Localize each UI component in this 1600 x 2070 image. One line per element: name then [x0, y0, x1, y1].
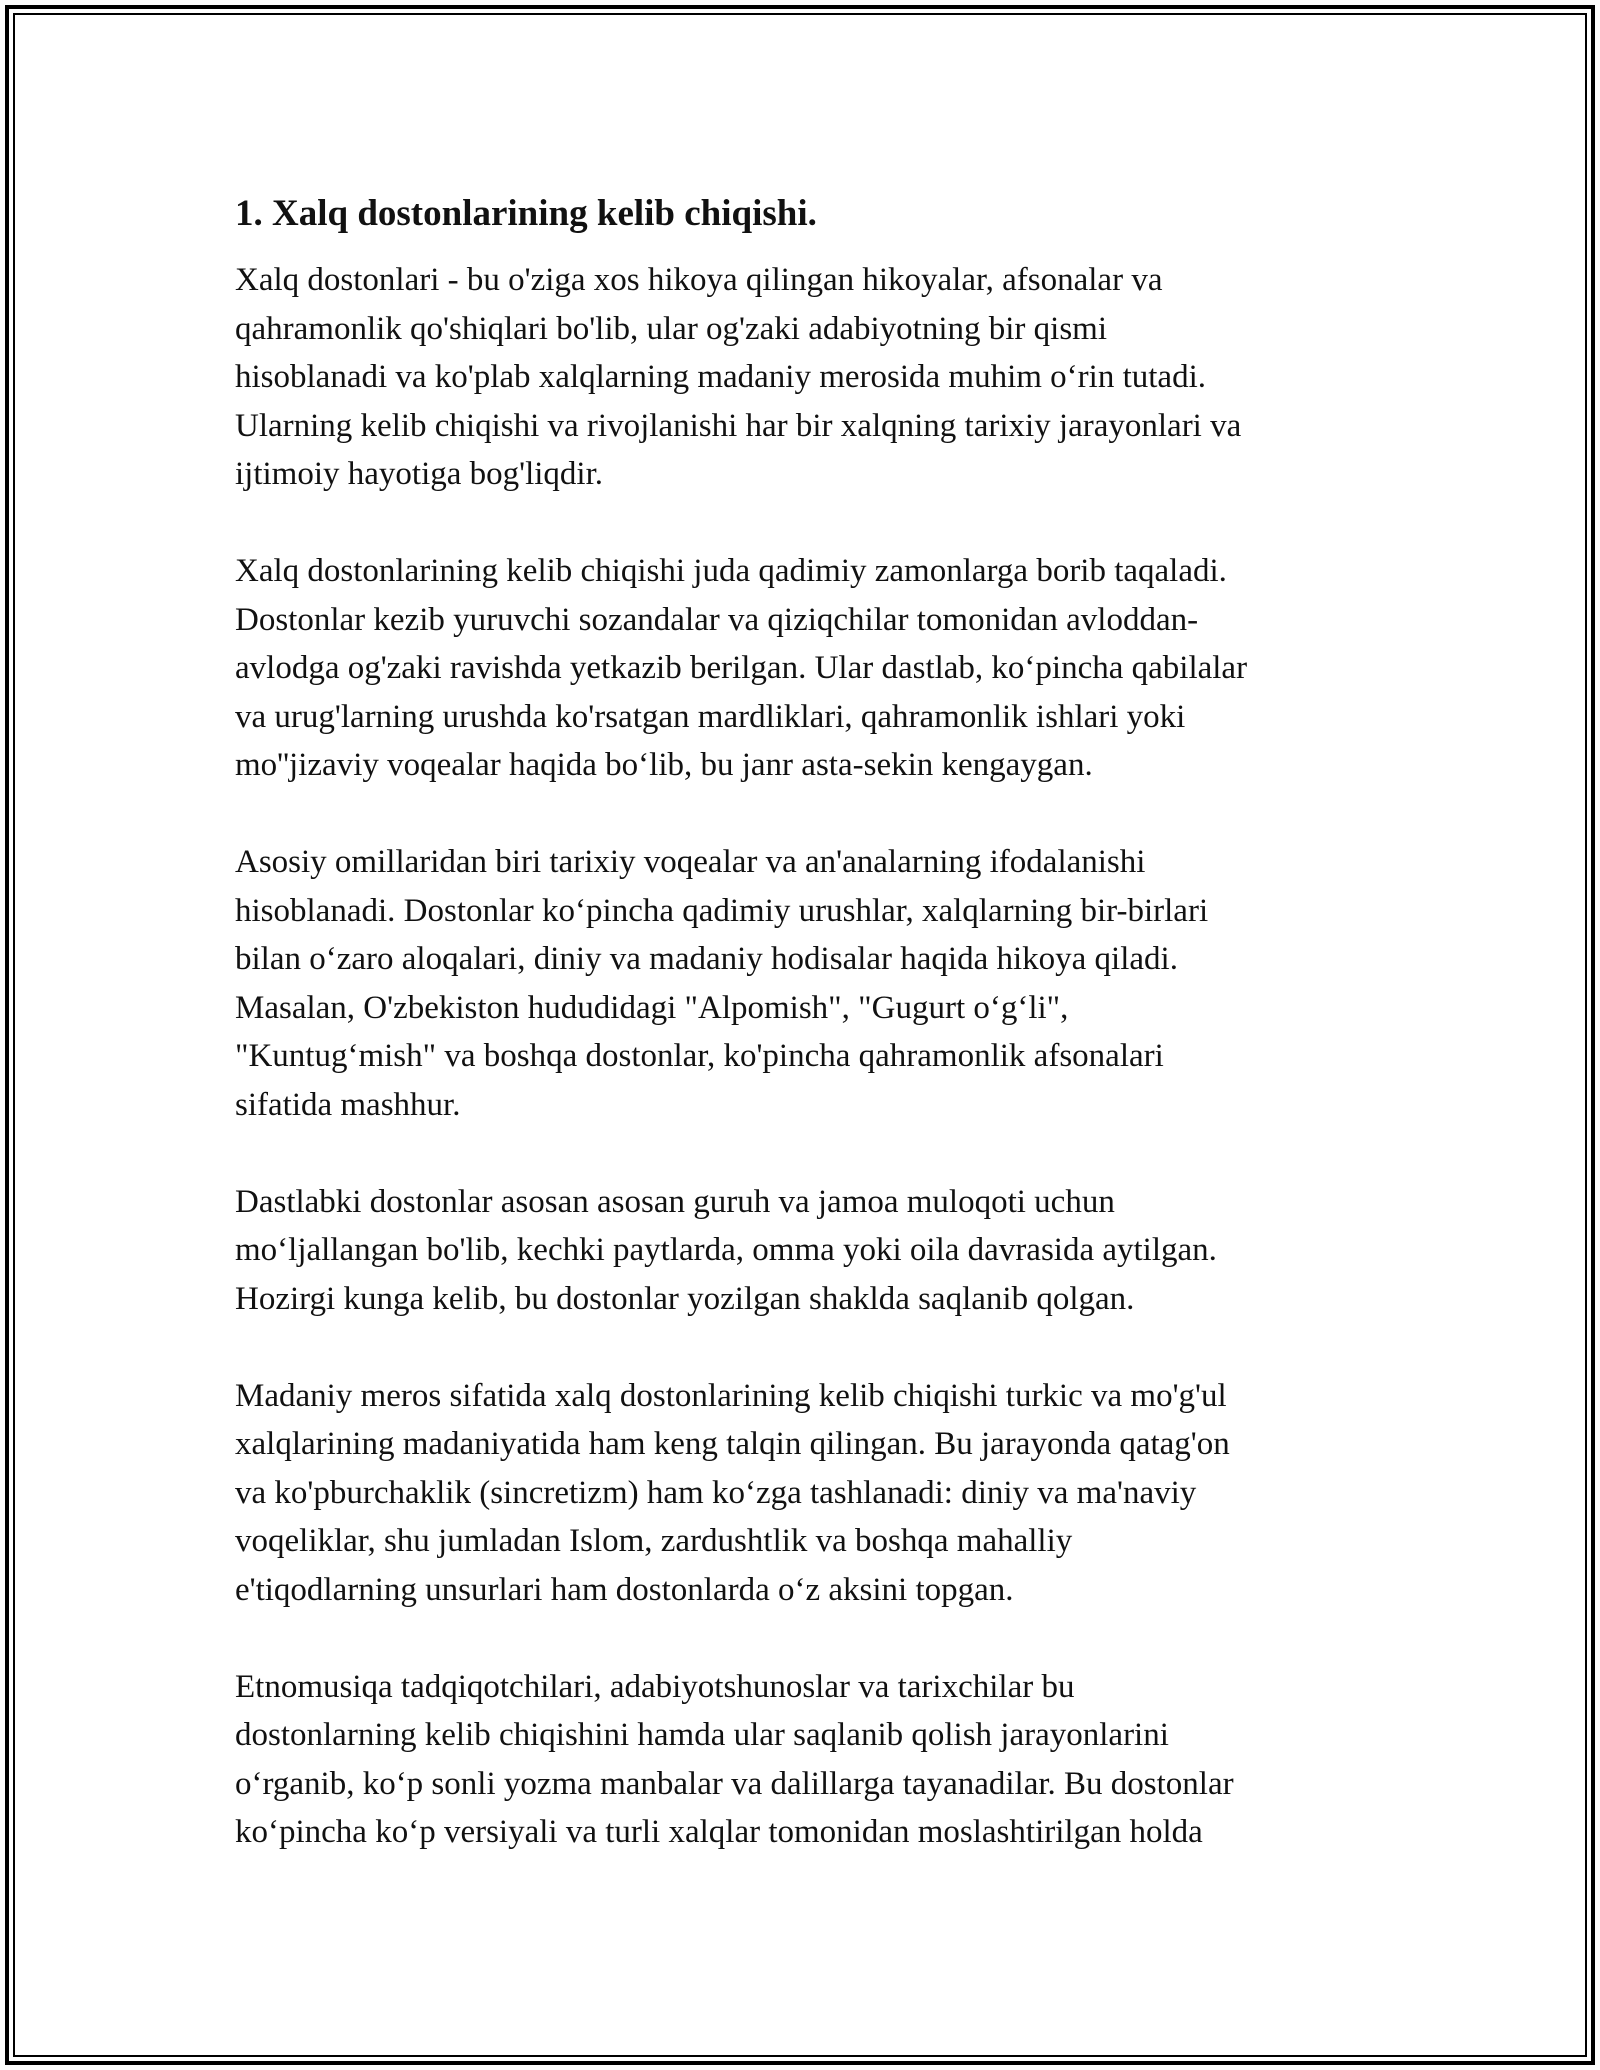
text-line: mo''jizaviy voqealar haqida boʻlib, bu janr asta-sekin kengaygan.	[235, 747, 1093, 783]
text-line: Ularning kelib chiqishi va rivojlanishi har bir xalqning tarixiy jarayonlari va	[235, 407, 1242, 444]
paragraph	[235, 1178, 1375, 1324]
text-line: xalqlarining madaniyatida ham keng talqin qilingan. Bu jarayonda qatag'on	[235, 1426, 1230, 1462]
paragraph	[235, 1372, 1375, 1615]
text-line: ijtimoiy hayotiga bog'liqdir.	[235, 456, 604, 492]
text-line: dostonlarning kelib chiqishini hamda ular saqlanib qolish jarayonlarini	[235, 1717, 1169, 1753]
text-line: oʻrganib, koʻp sonli yozma manbalar va dalillarga tayanadilar. Bu dostonlar	[235, 1765, 1234, 1802]
text-line: Asosiy omillaridan biri tarixiy voqealar va an'analarning ifodalanishi	[235, 844, 1146, 880]
text-line: Hozirgi kunga kelib, bu dostonlar yozilgan shaklda saqlanib qolgan.	[235, 1280, 1135, 1317]
text-line: "Kuntugʻmish" va boshqa dostonlar, ko'pincha qahramonlik afsonalari	[235, 1038, 1164, 1074]
text-line: Xalq dostonlarining kelib chiqishi juda qadimiy zamonlarga borib taqaladi.	[235, 553, 1227, 589]
text-line: qahramonlik qo'shiqlari bo'lib, ular og'zaki adabiyotning bir qismi	[235, 310, 1108, 347]
text-line: va ko'pburchaklik (sincretizm) ham koʻzga tashlanadi: diniy va ma'naviy	[235, 1474, 1197, 1511]
text-line: Dostonlar kezib yuruvchi sozandalar va qiziqchilar tomonidan avloddan-	[235, 601, 1199, 638]
text-line: koʻpincha koʻp versiyali va turli xalqlar tomonidan moslashtirilgan holda	[235, 1814, 1203, 1850]
text-line: Madaniy meros sifatida xalq dostonlarining kelib chiqishi turkic va mo'g'ul	[235, 1377, 1227, 1414]
paragraph	[235, 256, 1375, 499]
text-line: Etnomusiqa tadqiqotchilari, adabiyotshunoslar va tarixchilar bu	[235, 1668, 1075, 1705]
text-line: voqeliklar, shu jumladan Islom, zardushtlik va boshqa mahalliy	[235, 1523, 1073, 1559]
text-line: e'tiqodlarning unsurlari ham dostonlarda oʻz aksini topgan.	[235, 1571, 1014, 1608]
text-line: hisoblanadi. Dostonlar koʻpincha qadimiy urushlar, xalqlarning bir-birlari	[235, 892, 1209, 929]
document-body	[235, 188, 1375, 1905]
text-line: va urug'larning urushda ko'rsatgan mardliklari, qahramonlik ishlari yoki	[235, 698, 1186, 735]
text-line: moʻljallangan bo'lib, kechki paytlarda, omma yoki oila davrasida aytilgan.	[235, 1232, 1217, 1268]
text-line: Dastlabki dostonlar asosan asosan guruh va jamoa muloqoti uchun	[235, 1183, 1115, 1220]
paragraph	[235, 838, 1375, 1129]
text-line: bilan oʻzaro aloqalari, diniy va madaniy hodisalar haqida hikoya qiladi.	[235, 941, 1178, 977]
paragraph	[235, 547, 1375, 790]
paragraph	[235, 1663, 1375, 1857]
text-line: sifatida mashhur.	[235, 1086, 461, 1123]
text-line: avlodga og'zaki ravishda yetkazib berilgan. Ular dastlab, koʻpincha qabilalar	[235, 650, 1248, 686]
page-title: 1. Xalq dostonlarining kelib chiqishi.	[235, 193, 817, 234]
text-line: Xalq dostonlari - bu o'ziga xos hikoya qilingan hikoyalar, afsonalar va	[235, 262, 1163, 298]
text-line: Masalan, O'zbekiston hududidagi "Alpomish", "Gugurt oʻgʻli",	[235, 989, 1069, 1026]
text-line: hisoblanadi va ko'plab xalqlarning madaniy merosida muhim oʻrin tutadi.	[235, 359, 1206, 395]
paragraph-list	[235, 256, 1375, 1857]
